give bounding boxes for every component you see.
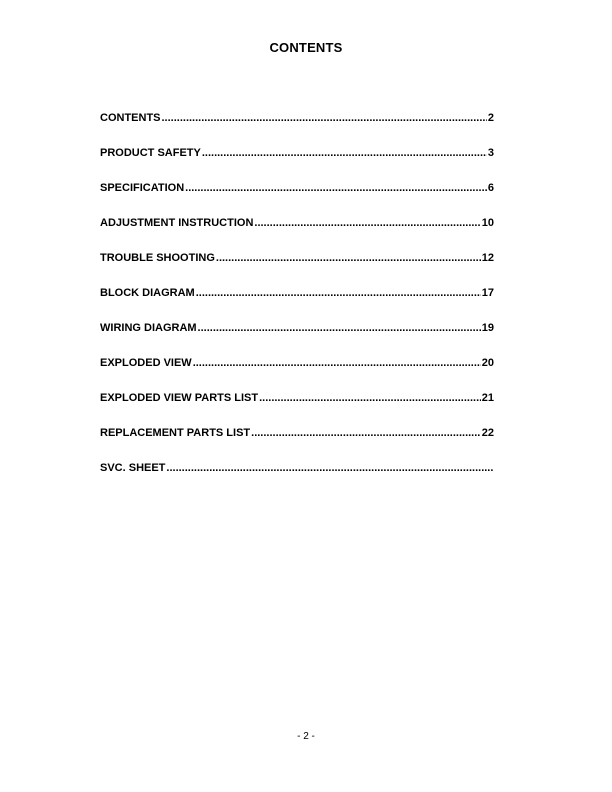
toc-entry-exploded-view[interactable] <box>100 357 494 392</box>
toc-entry-label: WIRING DIAGRAM <box>100 322 197 334</box>
page-title: CONTENTS <box>269 40 343 55</box>
toc-entry-page: 19 <box>481 322 494 334</box>
toc-entry-label: CONTENTS <box>100 112 161 124</box>
toc-entry-label: TROUBLE SHOOTING <box>100 252 215 264</box>
toc-entry-page: 20 <box>481 357 494 369</box>
toc-entry-adjustment-instruction[interactable] <box>100 217 494 252</box>
toc-dot-leader <box>259 392 481 404</box>
toc-dot-leader <box>251 427 481 439</box>
toc-entry-label: BLOCK DIAGRAM <box>100 287 195 299</box>
toc-entry-label: ADJUSTMENT INSTRUCTION <box>100 217 254 229</box>
toc-entry-page: 21 <box>481 392 494 404</box>
page-number: - 2 - <box>297 731 315 742</box>
toc-entry-trouble-shooting[interactable] <box>100 252 494 287</box>
toc-entry-label: REPLACEMENT PARTS LIST <box>100 427 251 439</box>
toc-entry-page: 10 <box>481 217 494 229</box>
toc-entry-label: PRODUCT SAFETY <box>100 147 201 159</box>
toc-entry-page: 6 <box>487 182 494 194</box>
toc-dot-leader <box>254 217 480 229</box>
toc-entry-page: 17 <box>481 287 494 299</box>
toc-entry-contents[interactable] <box>100 112 494 147</box>
toc-entry-page: 3 <box>487 147 494 159</box>
toc-entry-label: EXPLODED VIEW PARTS LIST <box>100 392 259 404</box>
toc-entry-page: 2 <box>487 112 494 124</box>
toc-entry-label: SVC. SHEET <box>100 462 166 474</box>
toc-dot-leader <box>185 182 487 194</box>
toc-dot-leader <box>202 147 487 159</box>
toc-entry-wiring-diagram[interactable] <box>100 322 494 357</box>
toc-entry-svc-sheet[interactable] <box>100 462 494 497</box>
toc-dot-leader <box>166 462 493 474</box>
toc-entry-block-diagram[interactable] <box>100 287 494 322</box>
toc-dot-leader <box>162 112 487 124</box>
toc-entry-specification[interactable] <box>100 182 494 217</box>
toc-entry-page: 12 <box>481 252 494 264</box>
toc-entry-product-safety[interactable] <box>100 147 494 182</box>
toc-entry-exploded-view-parts-list[interactable] <box>100 392 494 427</box>
toc-entry-replacement-parts-list[interactable] <box>100 427 494 462</box>
toc-entry-label: SPECIFICATION <box>100 182 185 194</box>
toc-dot-leader <box>198 322 481 334</box>
toc-entry-label: EXPLODED VIEW <box>100 357 192 369</box>
toc-entry-page: 22 <box>481 427 494 439</box>
table-of-contents <box>100 112 494 497</box>
toc-dot-leader <box>216 252 481 264</box>
toc-dot-leader <box>196 287 481 299</box>
toc-dot-leader <box>193 357 481 369</box>
